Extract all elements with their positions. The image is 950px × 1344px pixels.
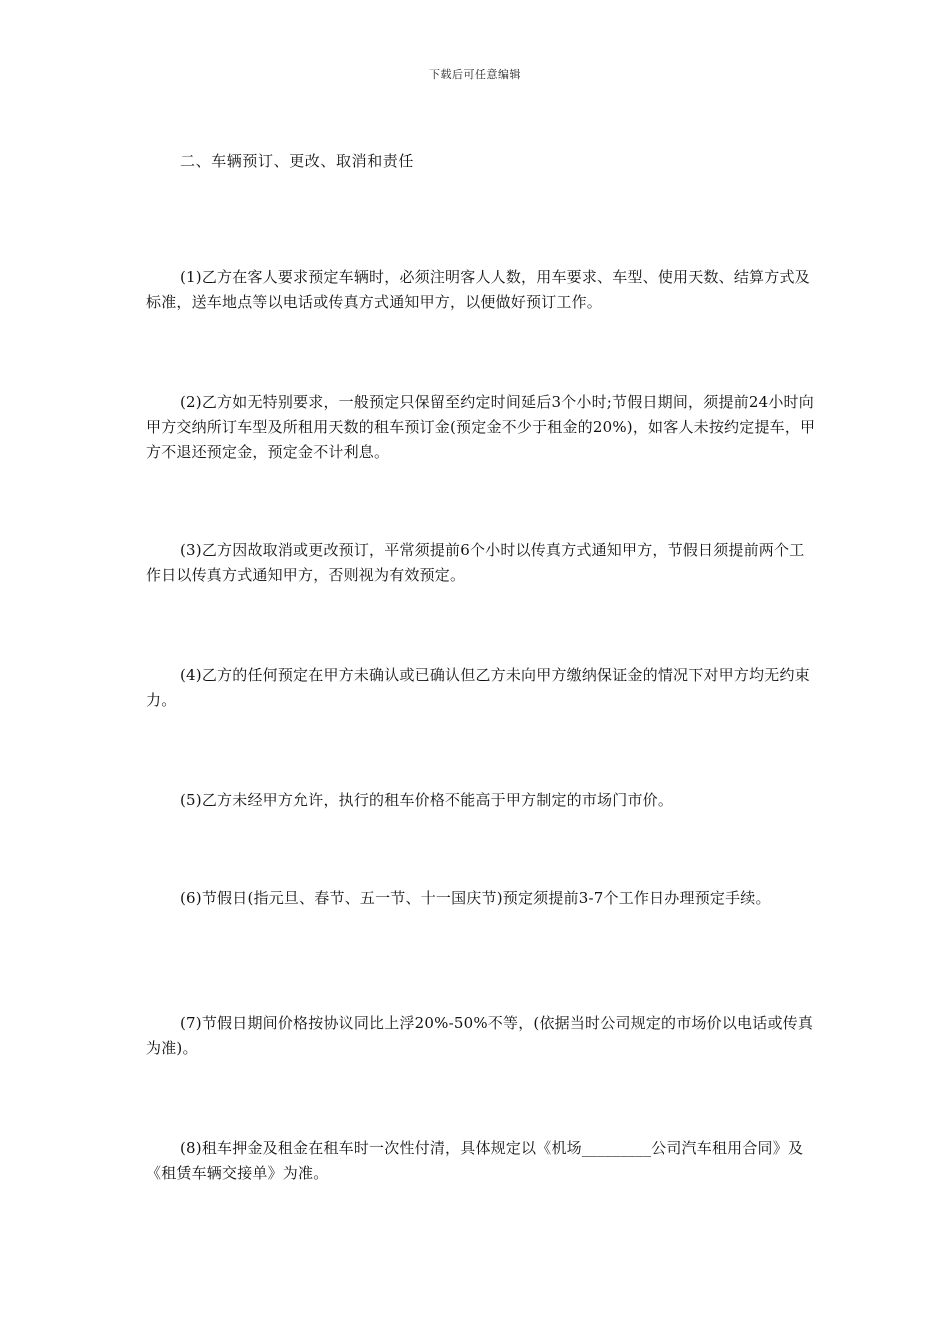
header-note: 下载后可任意编辑 — [429, 68, 521, 81]
paragraph-3: (3)乙方因故取消或更改预订，平常须提前6个小时以传真方式通知甲方，节假日须提前两个工作日以传真方式通知甲方，否则视为有效预定。 — [146, 541, 805, 584]
paragraph-1: (1)乙方在客人要求预定车辆时，必须注明客人人数，用车要求、车型、使用天数、结算方式及标准，送车地点等以电话或传真方式通知甲方，以便做好预订工作。 — [146, 268, 810, 311]
paragraph-8: (8)租车押金及租金在租车时一次性付清，具体规定以《机场_________公司汽车租用合同》及《租赁车辆交接单》为准。 — [146, 1139, 804, 1182]
paragraph-2: (2)乙方如无特别要求，一般预定只保留至约定时间延后3个小时;节假日期间，须提前24小时向甲方交纳所订车型及所租用天数的租车预订金(预定金不少于租金的20%)，如客人未按约定提车，甲方不退还预定金，预定金不计利息。 — [146, 393, 816, 461]
section-title: 二、车辆预订、更改、取消和责任 — [180, 152, 415, 170]
paragraph-7: (7)节假日期间价格按协议同比上浮20%-50%不等，(依据当时公司规定的市场价以电话或传真为准)。 — [146, 1014, 814, 1057]
paragraph-4: (4)乙方的任何预定在甲方未确认或已确认但乙方未向甲方缴纳保证金的情况下对甲方均无约束力。 — [146, 666, 810, 709]
paragraph-5: (5)乙方未经甲方允许，执行的租车价格不能高于甲方制定的市场门市价。 — [180, 791, 674, 809]
paragraph-6: (6)节假日(指元旦、春节、五一节、十一国庆节)预定须提前3-7个工作日办理预定手续。 — [180, 889, 771, 907]
